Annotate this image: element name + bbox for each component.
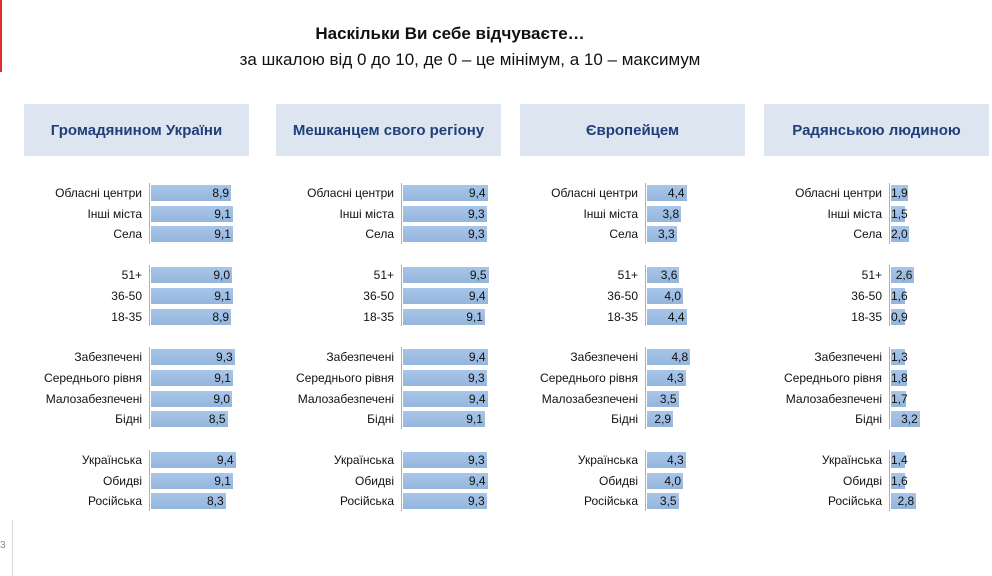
category-label: Бідні	[367, 412, 394, 427]
group-axis-line	[645, 347, 646, 429]
category-label: Інші міста	[87, 206, 142, 221]
category-label: Обласні центри	[795, 186, 882, 200]
category-label: Обидві	[103, 473, 142, 488]
category-label: Забезпечені	[326, 350, 394, 365]
data-label: 4,3	[667, 370, 684, 385]
panel-title: Громадянином України	[24, 104, 249, 156]
panel-2	[276, 104, 501, 534]
category-label: 51+	[121, 268, 142, 283]
category-label: Малозабезпечені	[45, 391, 142, 406]
category-label: 36-50	[607, 288, 638, 303]
category-label: 51+	[861, 268, 882, 283]
panel-3	[520, 104, 745, 534]
data-label: 9,1	[214, 473, 231, 488]
data-label: 9,1	[214, 227, 231, 242]
category-label: Обласні центри	[55, 186, 142, 200]
data-label: 9,3	[468, 227, 485, 242]
data-label: 9,3	[468, 206, 485, 221]
data-label: 4,0	[664, 288, 681, 303]
group-axis-line	[401, 183, 402, 244]
category-label: 18-35	[607, 309, 638, 324]
data-label: 1,5	[891, 206, 908, 221]
category-label: Середнього рівня	[44, 370, 142, 385]
data-label: 1,7	[891, 391, 908, 406]
data-label: 9,4	[468, 186, 486, 200]
category-label: 18-35	[111, 309, 142, 324]
data-label: 2,8	[897, 494, 915, 509]
category-label: Українська	[333, 453, 394, 467]
data-label: 9,5	[469, 268, 487, 283]
category-label: Обласні центри	[551, 186, 638, 200]
chart-title: Наскільки Ви себе відчуваєте…	[315, 24, 585, 43]
data-label: 9,4	[216, 453, 234, 467]
panel-4	[764, 104, 989, 534]
category-label: Обидві	[843, 473, 882, 488]
panel-1	[24, 104, 249, 534]
group-axis-line	[401, 265, 402, 326]
data-label: 9,4	[468, 288, 486, 303]
category-label: Українська	[577, 453, 638, 467]
data-label: 3,8	[662, 206, 680, 221]
category-label: Малозабезпечені	[785, 391, 882, 406]
data-label: 9,4	[468, 473, 486, 488]
data-label: 4,4	[667, 186, 685, 200]
data-label: 4,4	[667, 309, 685, 324]
category-label: 36-50	[363, 288, 394, 303]
group-axis-line	[149, 183, 150, 244]
panel-title: Радянською людиною	[764, 104, 989, 156]
category-label: 18-35	[363, 309, 394, 324]
data-label: 9,1	[466, 412, 483, 427]
category-label: Забезпечені	[570, 350, 638, 365]
data-label: 4,8	[671, 350, 689, 365]
data-label: 3,3	[658, 227, 675, 242]
panel-title: Мешканцем свого регіону	[276, 104, 501, 156]
category-label: Обласні центри	[307, 186, 394, 200]
data-label: 9,3	[468, 453, 485, 467]
data-label: 8,9	[212, 309, 230, 324]
data-label: 9,1	[466, 309, 483, 324]
data-label: 8,3	[207, 494, 224, 509]
data-label: 9,3	[468, 494, 485, 509]
category-label: Інші міста	[583, 206, 638, 221]
page-edge-number: 3	[0, 540, 6, 551]
data-label: 2,6	[895, 268, 913, 283]
group-axis-line	[149, 265, 150, 326]
group-axis-line	[889, 450, 890, 511]
category-label: Обидві	[599, 473, 638, 488]
category-label: Села	[609, 227, 638, 242]
data-label: 8,9	[212, 186, 230, 200]
data-label: 0,9	[891, 309, 908, 324]
data-label: 8,5	[208, 412, 226, 427]
category-label: 51+	[373, 268, 394, 283]
group-axis-line	[889, 347, 890, 429]
category-label: Інші міста	[827, 206, 882, 221]
category-label: Бідні	[611, 412, 638, 427]
group-axis-line	[889, 265, 890, 326]
data-label: 4,3	[667, 453, 684, 467]
category-label: Забезпечені	[74, 350, 142, 365]
data-label: 9,1	[214, 370, 231, 385]
data-label: 9,3	[468, 370, 485, 385]
group-axis-line	[645, 183, 646, 244]
group-axis-line	[401, 347, 402, 429]
category-label: Українська	[81, 453, 142, 467]
category-label: Бідні	[115, 412, 142, 427]
data-label: 2,9	[654, 412, 672, 427]
group-axis-line	[645, 265, 646, 326]
data-label: 9,4	[468, 350, 486, 365]
category-label: Російська	[828, 494, 882, 509]
category-label: Російська	[584, 494, 638, 509]
data-label: 9,3	[216, 350, 233, 365]
category-label: Забезпечені	[814, 350, 882, 365]
category-label: Села	[113, 227, 142, 242]
group-axis-line	[149, 347, 150, 429]
category-label: 36-50	[111, 288, 142, 303]
category-label: Середнього рівня	[784, 370, 882, 385]
data-label: 1,4	[891, 453, 908, 467]
data-label: 1,6	[891, 288, 908, 303]
category-label: Села	[853, 227, 882, 242]
category-label: Середнього рівня	[296, 370, 394, 385]
group-axis-line	[645, 450, 646, 511]
category-label: Інші міста	[339, 206, 394, 221]
data-label: 9,0	[213, 268, 230, 283]
group-axis-line	[889, 183, 890, 244]
category-label: 18-35	[851, 309, 882, 324]
data-label: 1,9	[891, 186, 908, 200]
data-label: 3,5	[659, 391, 677, 406]
data-label: 3,2	[901, 412, 918, 427]
data-label: 9,0	[213, 391, 230, 406]
data-label: 1,3	[891, 350, 908, 365]
category-label: Російська	[340, 494, 394, 509]
panel-title: Європейцем	[520, 104, 745, 156]
data-label: 1,8	[891, 370, 908, 385]
category-label: Малозабезпечені	[541, 391, 638, 406]
category-label: 36-50	[851, 288, 882, 303]
data-label: 4,0	[664, 473, 681, 488]
category-label: 51+	[617, 268, 638, 283]
data-label: 1,6	[891, 473, 908, 488]
category-label: Обидві	[355, 473, 394, 488]
data-label: 2,0	[891, 227, 908, 242]
data-label: 3,5	[659, 494, 677, 509]
category-label: Середнього рівня	[540, 370, 638, 385]
category-label: Українська	[821, 453, 882, 467]
category-label: Малозабезпечені	[297, 391, 394, 406]
group-axis-line	[401, 450, 402, 511]
data-label: 9,4	[468, 391, 486, 406]
category-label: Російська	[88, 494, 142, 509]
data-label: 9,1	[214, 206, 231, 221]
chart-subtitle: за шкалою від 0 до 10, де 0 – це мінімум, а 10 – максимум	[239, 50, 701, 69]
category-label: Села	[365, 227, 394, 242]
category-label: Бідні	[855, 412, 882, 427]
group-axis-line	[149, 450, 150, 511]
data-label: 3,6	[660, 268, 678, 283]
data-label: 9,1	[214, 288, 231, 303]
